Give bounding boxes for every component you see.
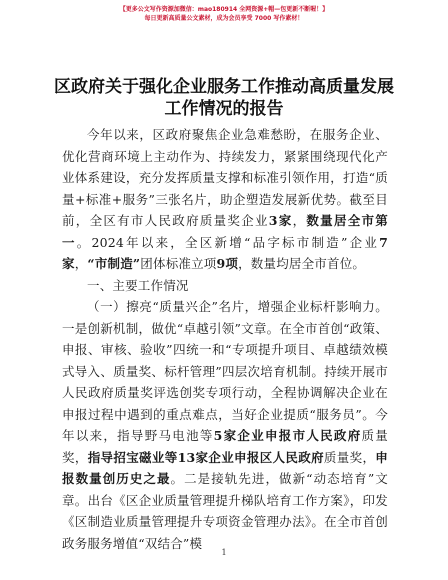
intro-text-a: 今年以来，区政府聚焦企业急难愁盼，在服务企业、优化营商环境上主动作为、持续发力，紧紧围绕现代化产业体系建设，充分发挥质量支撑和标准引领作用，打造“质量+标准+服务”三张名片，助企塑造发展新优势。截至目前，全区有市人民政府质量奖企业 xyxy=(62,127,388,228)
section-paragraph xyxy=(62,296,388,554)
promo-banner-line-2: 每日更新高质量公文素材，成为会员享受 7000 写作素材！ xyxy=(144,15,304,22)
intro-text-k: ，数量均居全市首位。 xyxy=(238,256,366,271)
promo-banner xyxy=(0,5,448,23)
section-bold-d: 指导招宝磁业等13家企业申报区人民政府 xyxy=(87,449,324,465)
section-text-c: 质量奖， xyxy=(62,428,389,465)
section-text-a: （一）擦亮“质量兴企”名片，增强企业标杆影响力。一是创新机制，做优“卓越引领”文章。在全市首创“政策、申报、审核、验收”四统一和“专项提升项目、卓越绩效模式导入、质量奖、标杆管理”四层次培育机制。持续开展市人民政府质量奖评选创奖专项行动，全程协调解决企业在申报过程中遇到的重点难点，当好企业提质“服务员”。今年以来，指导野马电池等 xyxy=(62,299,388,443)
intro-bold-rank: 数量居全市第一 xyxy=(62,213,389,250)
intro-text-i: 团体标准立项 xyxy=(140,256,217,271)
title-line-1: 区政府关于强化企业服务工作推动高质量发展 xyxy=(54,77,394,97)
title-line-2: 工作情况的报告 xyxy=(164,99,284,119)
section-text-e: 质量奖， xyxy=(323,449,376,465)
intro-paragraph xyxy=(62,124,388,275)
intro-bold-count: 3家 xyxy=(268,213,293,228)
document-title xyxy=(40,76,408,120)
intro-text-g: ， xyxy=(74,256,88,271)
intro-bold-new-count: 7家 xyxy=(62,234,388,271)
intro-bold-standard: “市制造” xyxy=(87,256,141,271)
page-number: 1 xyxy=(221,548,227,557)
intro-bold-items: 9项 xyxy=(216,256,239,271)
section-heading: 一、主要工作情况 xyxy=(87,277,189,293)
section-text-g: 。二是接轨先进，做新“动态培育”文章。出台《区企业质量管理提升梯队培育工作方案》，印发《区制造业质量管理提升专项资金管理办法》。在全市首创政务服务增值“双结合”模 xyxy=(62,471,388,551)
intro-text-e: 。2024年以来，全区新增“品字标市制造”企业 xyxy=(76,234,380,250)
promo-banner-line-1: 【更多公文写作资源加微信：mao180914 全网资源+帽—包更新不断喔！】 xyxy=(119,6,329,13)
intro-text-c: ， xyxy=(292,213,307,228)
section-bold-b: 5家企业申报市人民政府 xyxy=(213,428,362,443)
section-bold-f: 申报数量创历史之最 xyxy=(62,449,388,486)
document-body xyxy=(62,124,388,554)
